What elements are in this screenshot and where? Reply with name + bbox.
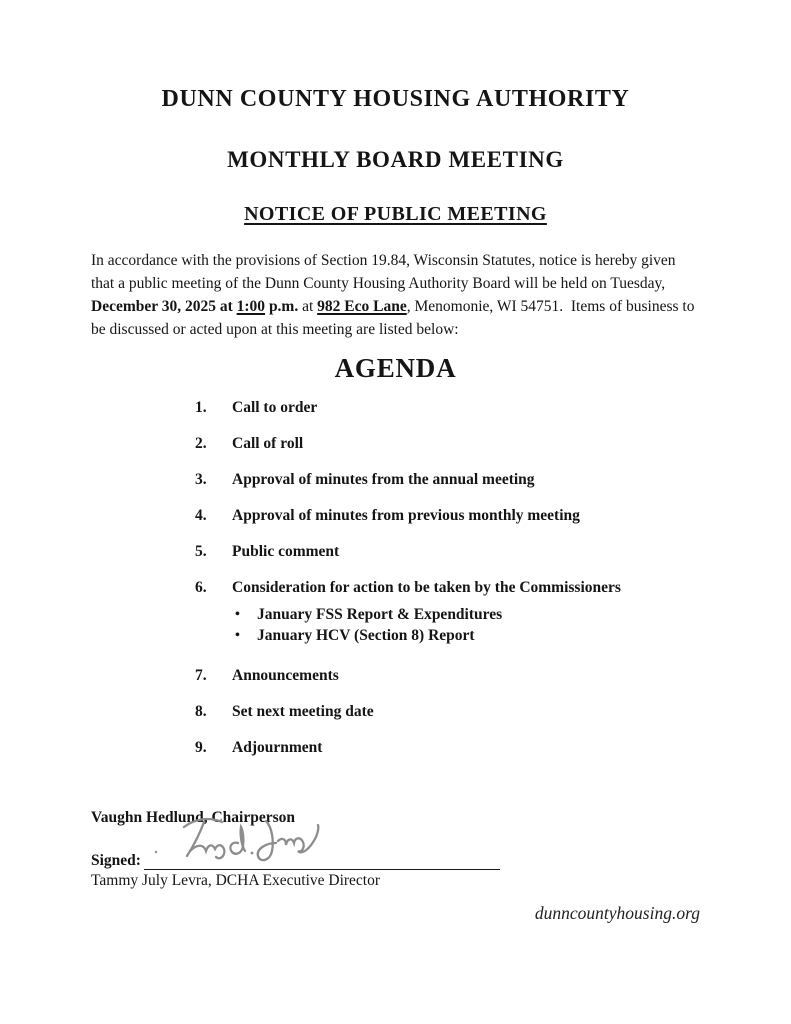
agenda-item-2 [195,436,700,452]
agenda-item-number: 3. [195,471,207,488]
agenda-item-label: Announcements [232,667,339,684]
intro-tail: , Menomonie, WI 54751. Items of business to be discussed or acted upon at this meeting are listed below: [91,298,695,338]
agenda-item-number: 7. [195,667,207,684]
signature-row [91,852,700,870]
agenda-subitem-1 [235,607,700,623]
signatory-name: Tammy July Levra, DCHA Executive Director [91,872,381,889]
agenda-item-number: 2. [195,435,207,452]
meeting-address: 982 Eco Lane [317,298,407,315]
agenda-subitem-label: January HCV (Section 8) Report [257,627,475,644]
chairperson-name: Vaughn Hedlund, Chairperson [91,809,296,826]
agenda-item-7 [195,668,700,684]
document-subtitle: MONTHLY BOARD MEETING [227,147,564,172]
notice-heading: NOTICE OF PUBLIC MEETING [244,203,547,225]
agenda-item-number: 5. [195,543,207,560]
agenda-list [195,400,700,756]
intro-connector: at [302,298,314,315]
agenda-item-6 [195,580,700,596]
agenda-item-label: Approval of minutes from previous monthly meeting [232,507,580,524]
meeting-time: 1:00 [236,298,266,315]
website-text: dunncountyhousing.org [534,903,700,923]
agenda-item-8 [195,704,700,720]
agenda-item-number: 8. [195,703,207,720]
agenda-heading: AGENDA [334,353,457,383]
agenda-item-label: Adjournment [232,739,323,756]
meeting-time-suffix: p.m. [268,298,299,315]
intro-paragraph [91,249,700,341]
signed-label: Signed: [91,852,141,869]
agenda-item-label: Call of roll [232,435,304,452]
agenda-item-label: Set next meeting date [232,703,374,720]
bullet-icon: • [235,628,240,643]
intro-lead: In accordance with the provisions of Section 19.84, Wisconsin Statutes, notice is hereby given that a public meeting of the Dunn County Housing Authority Board will be held on Tuesday, [91,252,676,292]
document-title: DUNN COUNTY HOUSING AUTHORITY [161,86,630,112]
agenda-item-number: 9. [195,739,207,756]
agenda-item-label: Consideration for action to be taken by the Commissioners [232,579,621,596]
agenda-item-label: Public comment [232,543,340,560]
meeting-date: December 30, 2025 at [91,298,233,315]
agenda-item-4 [195,508,700,524]
agenda-item-label: Approval of minutes from the annual meeting [232,471,535,488]
signature-line [144,852,500,870]
agenda-item-1 [195,400,700,416]
agenda-subitem-label: January FSS Report & Expenditures [257,606,503,623]
agenda-subitem-2 [235,628,700,644]
agenda-item-5 [195,544,700,560]
agenda-item-3 [195,472,700,488]
agenda-item-number: 4. [195,507,207,524]
agenda-item-number: 6. [195,579,207,596]
agenda-item-number: 1. [195,399,207,416]
agenda-item-9 [195,740,700,756]
agenda-item-label: Call to order [232,399,318,416]
bullet-icon: • [235,607,240,622]
